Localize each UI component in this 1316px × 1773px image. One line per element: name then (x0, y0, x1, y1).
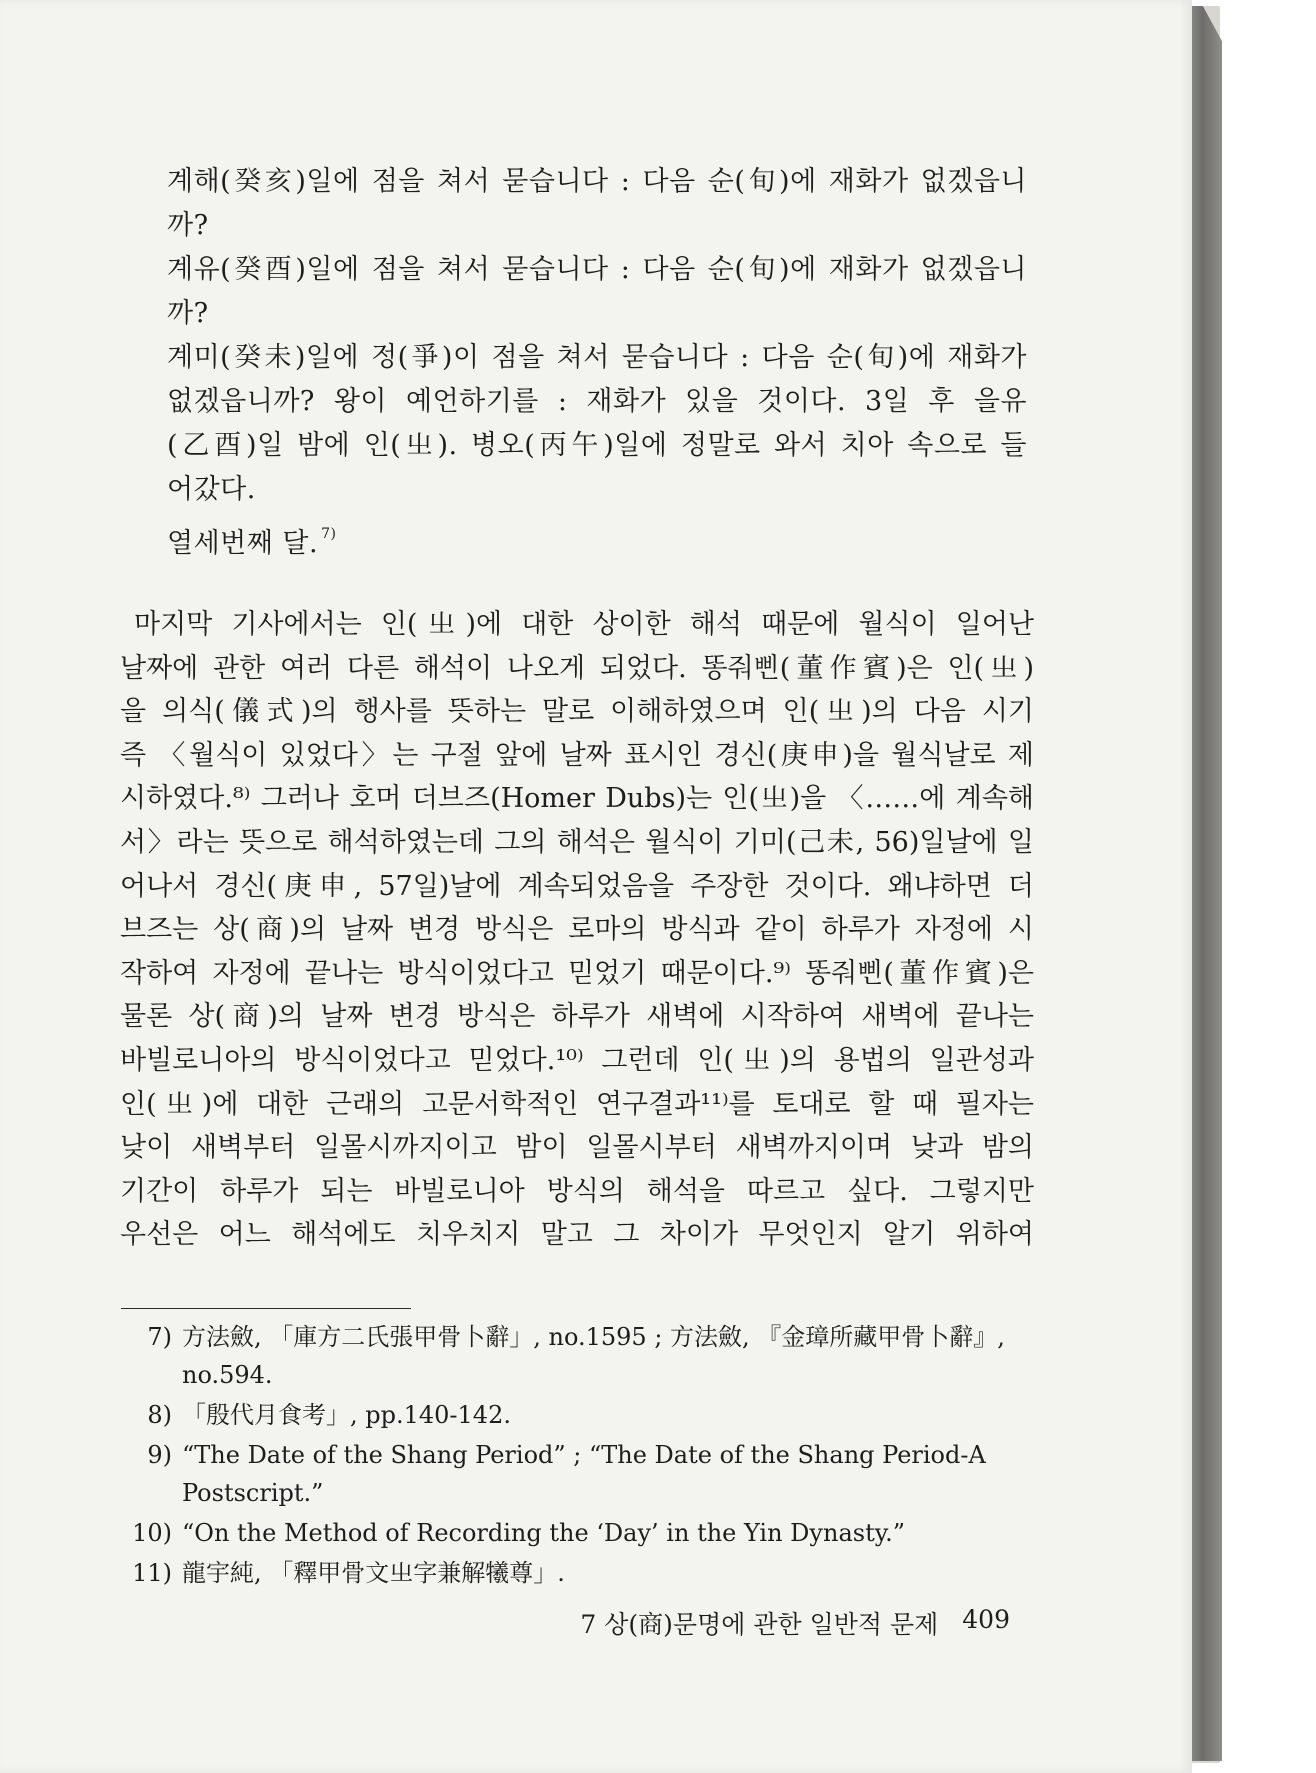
body-line: 을 의식(儀式)의 행사를 뜻하는 말로 이해하였으며 인(㞢)의 다음 시기 (120, 696, 1034, 728)
footnote-item (120, 1396, 1032, 1434)
body-line: 즉 〈월식이 있었다〉는 구절 앞에 날짜 표시인 경신(庚申)을 월식날로 제 (120, 739, 1034, 771)
body-line: 어나서 경신(庚申, 57일)날에 계속되었음을 주장한 것이다. 왜냐하면 더 (120, 870, 1034, 902)
footnote-line: 龍宇純, 「釋甲骨文㞢字兼解犧尊」. (182, 1559, 565, 1587)
quote-line: 까? (167, 298, 209, 329)
quote-line: (乙酉)일 밤에 인(㞢). 병오(丙午)일에 정말로 와서 치아 속으로 들 (167, 430, 1027, 461)
body-line: 우선은 어느 해석에도 치우치지 말고 그 차이가 무엇인지 알기 위하여 (120, 1219, 1034, 1251)
body-line: 낮이 새벽부터 일몰시까지이고 밤이 일몰시부터 새벽까지이며 낮과 밤의 (120, 1132, 1034, 1164)
footnote-text (182, 1396, 1032, 1434)
footnote-line: Postscript.” (182, 1479, 324, 1507)
running-footer (560, 1605, 1010, 1641)
footnote-divider (121, 1308, 411, 1309)
body-line: 기간이 하루가 되는 바빌로니아 방식의 해석을 따르고 싶다. 그렇지만 (120, 1175, 1034, 1207)
quotation-block (167, 160, 1027, 559)
book-page-edge (1190, 6, 1222, 1761)
quote-line: 없겠읍니까? 왕이 예언하기를 : 재화가 있을 것이다. 3일 후 을유 (167, 386, 1027, 417)
footnote-number: 7) (147, 1323, 172, 1351)
chapter-title: 7 상(商)문명에 관한 일반적 문제 (580, 1610, 939, 1639)
quote-line: 어갔다. (167, 474, 256, 505)
footnotes (120, 1318, 1032, 1592)
quote-line-with-note (167, 512, 1027, 559)
footnote-line: “The Date of the Shang Period” ; “The Date of the Shang Period-A (182, 1441, 986, 1469)
footnote-number: 8) (147, 1401, 172, 1429)
body-line: 인(㞢)에 대한 근래의 고문서학적인 연구결과¹¹⁾를 토대로 할 때 필자는 (120, 1088, 1034, 1120)
body-line: 날짜에 관한 여러 다른 해석이 나오게 되었다. 똥줘삔(董作賓)은 인(㞢) (120, 652, 1034, 684)
footnote-number: 10) (132, 1519, 172, 1547)
body-line: 브즈는 상(商)의 날짜 변경 방식은 로마의 방식과 같이 하루가 자정에 시 (120, 914, 1034, 946)
footnote-line: no.594. (182, 1361, 273, 1389)
footnote-line: “On the Method of Recording the ‘Day’ in the Yin Dynasty.” (182, 1519, 905, 1547)
body-line: 시하였다.⁸⁾ 그러나 호머 더브즈(Homer Dubs)는 인(㞢)을 〈……에 계속해 (120, 783, 1034, 815)
body-line: 작하여 자정에 끝나는 방식이었다고 믿었기 때문이다.⁹⁾ 똥줘삔(董作賓)은 (120, 957, 1034, 989)
body-line: 마지막 기사에서는 인(㞢)에 대한 상이한 해석 때문에 월식이 일어난 (134, 609, 1034, 640)
footnote-line: 方法斂, 「庫方二氏張甲骨卜辭」, no.1595 ; 方法斂, 『金璋所藏甲骨卜辭』, (182, 1323, 1005, 1351)
footnote-text (182, 1514, 1032, 1552)
footnote-line: 「殷代月食考」, pp.140-142. (182, 1401, 511, 1429)
body-line: 바빌로니아의 방식이었다고 믿었다.¹⁰⁾ 그런데 인(㞢)의 용법의 일관성과 (120, 1044, 1034, 1076)
footnote-number: 11) (132, 1559, 172, 1587)
footnote-item (120, 1554, 1032, 1592)
footnote-text (182, 1318, 1032, 1394)
footnote-item (120, 1318, 1032, 1394)
body-line: 물론 상(商)의 날짜 변경 방식은 하루가 새벽에 시작하여 새벽에 끝나는 (120, 1001, 1034, 1033)
footnote-number: 9) (147, 1441, 172, 1469)
footnote-item (120, 1436, 1032, 1512)
footnote-text (182, 1554, 1032, 1592)
footnote-text (182, 1436, 1032, 1512)
quote-line: 계해(癸亥)일에 점을 쳐서 묻습니다 : 다음 순(旬)에 재화가 없겠읍니 (167, 166, 1027, 197)
quote-line: 계유(癸酉)일에 점을 쳐서 묻습니다 : 다음 순(旬)에 재화가 없겠읍니 (167, 254, 1027, 285)
page-number: 409 (962, 1605, 1010, 1634)
quote-line: 까? (167, 210, 209, 241)
footnote-item (120, 1514, 1032, 1552)
quote-line-text: 열세번째 달. (167, 528, 319, 559)
quote-line: 계미(癸未)일에 정(爭)이 점을 쳐서 묻습니다 : 다음 순(旬)에 재화가 (167, 342, 1027, 373)
footnote-marker: 7) (321, 526, 337, 542)
body-paragraph (120, 603, 1034, 1257)
body-line: 서〉라는 뜻으로 해석하였는데 그의 해석은 월식이 기미(己未, 56)일날에 일 (120, 826, 1034, 858)
